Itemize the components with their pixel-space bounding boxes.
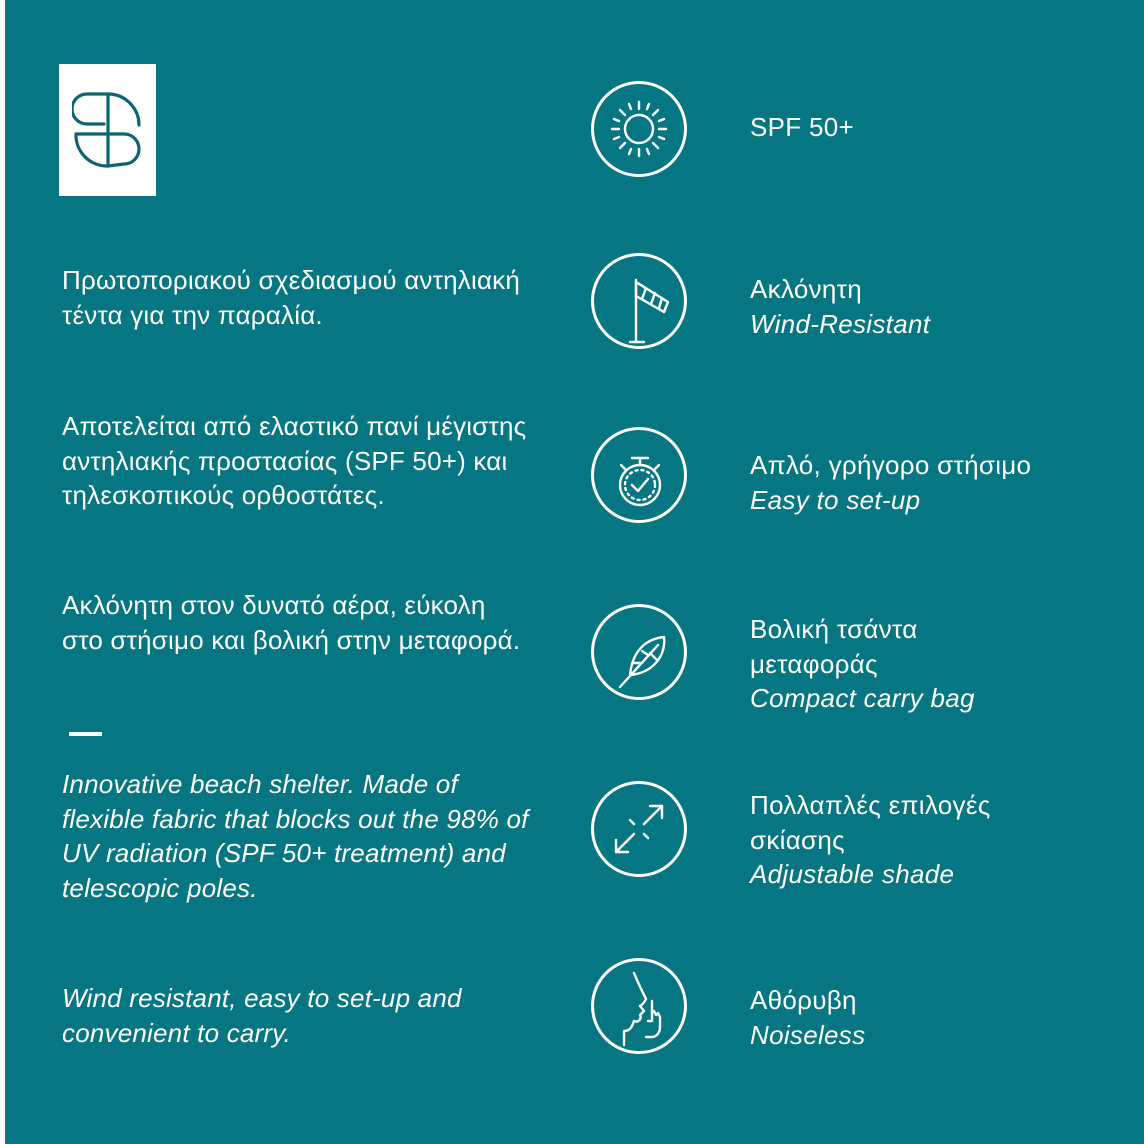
- section-divider: [69, 732, 102, 736]
- feature-spf-greek: SPF 50+: [750, 112, 854, 142]
- expand-arrows-icon: [591, 781, 687, 877]
- feature-wind-english: Wind-Resistant: [750, 308, 931, 339]
- feature-bag-english: Compact carry bag: [750, 683, 975, 713]
- english-benefits-paragraph: Wind resistant, easy to set-up and convenient to carry.: [62, 983, 462, 1048]
- product-info-panel: [5, 0, 1144, 1144]
- feature-shade-english: Adjustable shade: [750, 859, 955, 889]
- feature-wind-greek: Ακλόνητη: [750, 274, 862, 304]
- quiet-face-icon: [591, 958, 687, 1054]
- greek-intro-paragraph: Πρωτοποριακού σχεδιασμού αντηλιακή τέντα για την παραλία.: [62, 265, 521, 330]
- stopwatch-icon: [591, 427, 687, 523]
- feature-shade-greek: Πολλαπλές επιλογές σκίασης: [750, 790, 991, 855]
- english-intro-paragraph: Innovative beach shelter. Made of flexible fabric that blocks out the 98% of UV radiation (SPF 50+ treatment) and telescopic poles.: [62, 769, 529, 903]
- feature-bag-greek-line1: Βολική τσάντα μεταφοράς: [750, 614, 918, 679]
- feature-setup-english: Easy to set-up: [750, 484, 921, 515]
- brand-logo: [59, 64, 156, 196]
- feature-setup-greek: Απλό, γρήγορο στήσιμο: [750, 450, 1032, 480]
- brand-logo-icon: [72, 81, 143, 179]
- feather-icon: [591, 604, 687, 700]
- windsock-icon: [591, 253, 687, 349]
- sun-icon: [591, 81, 687, 177]
- feature-noise-english: Noiseless: [750, 1019, 866, 1050]
- feature-noise-greek: Αθόρυβη: [750, 985, 857, 1015]
- greek-benefits-paragraph: Ακλόνητη στον δυνατό αέρα, εύκολη στο στήσιμο και βολική στην μεταφορά.: [62, 590, 521, 655]
- greek-materials-paragraph: Αποτελείται από ελαστικό πανί μέγιστης αντηλιακής προστασίας (SPF 50+) και τηλεσκοπικούς ορθοστάτες.: [62, 411, 527, 510]
